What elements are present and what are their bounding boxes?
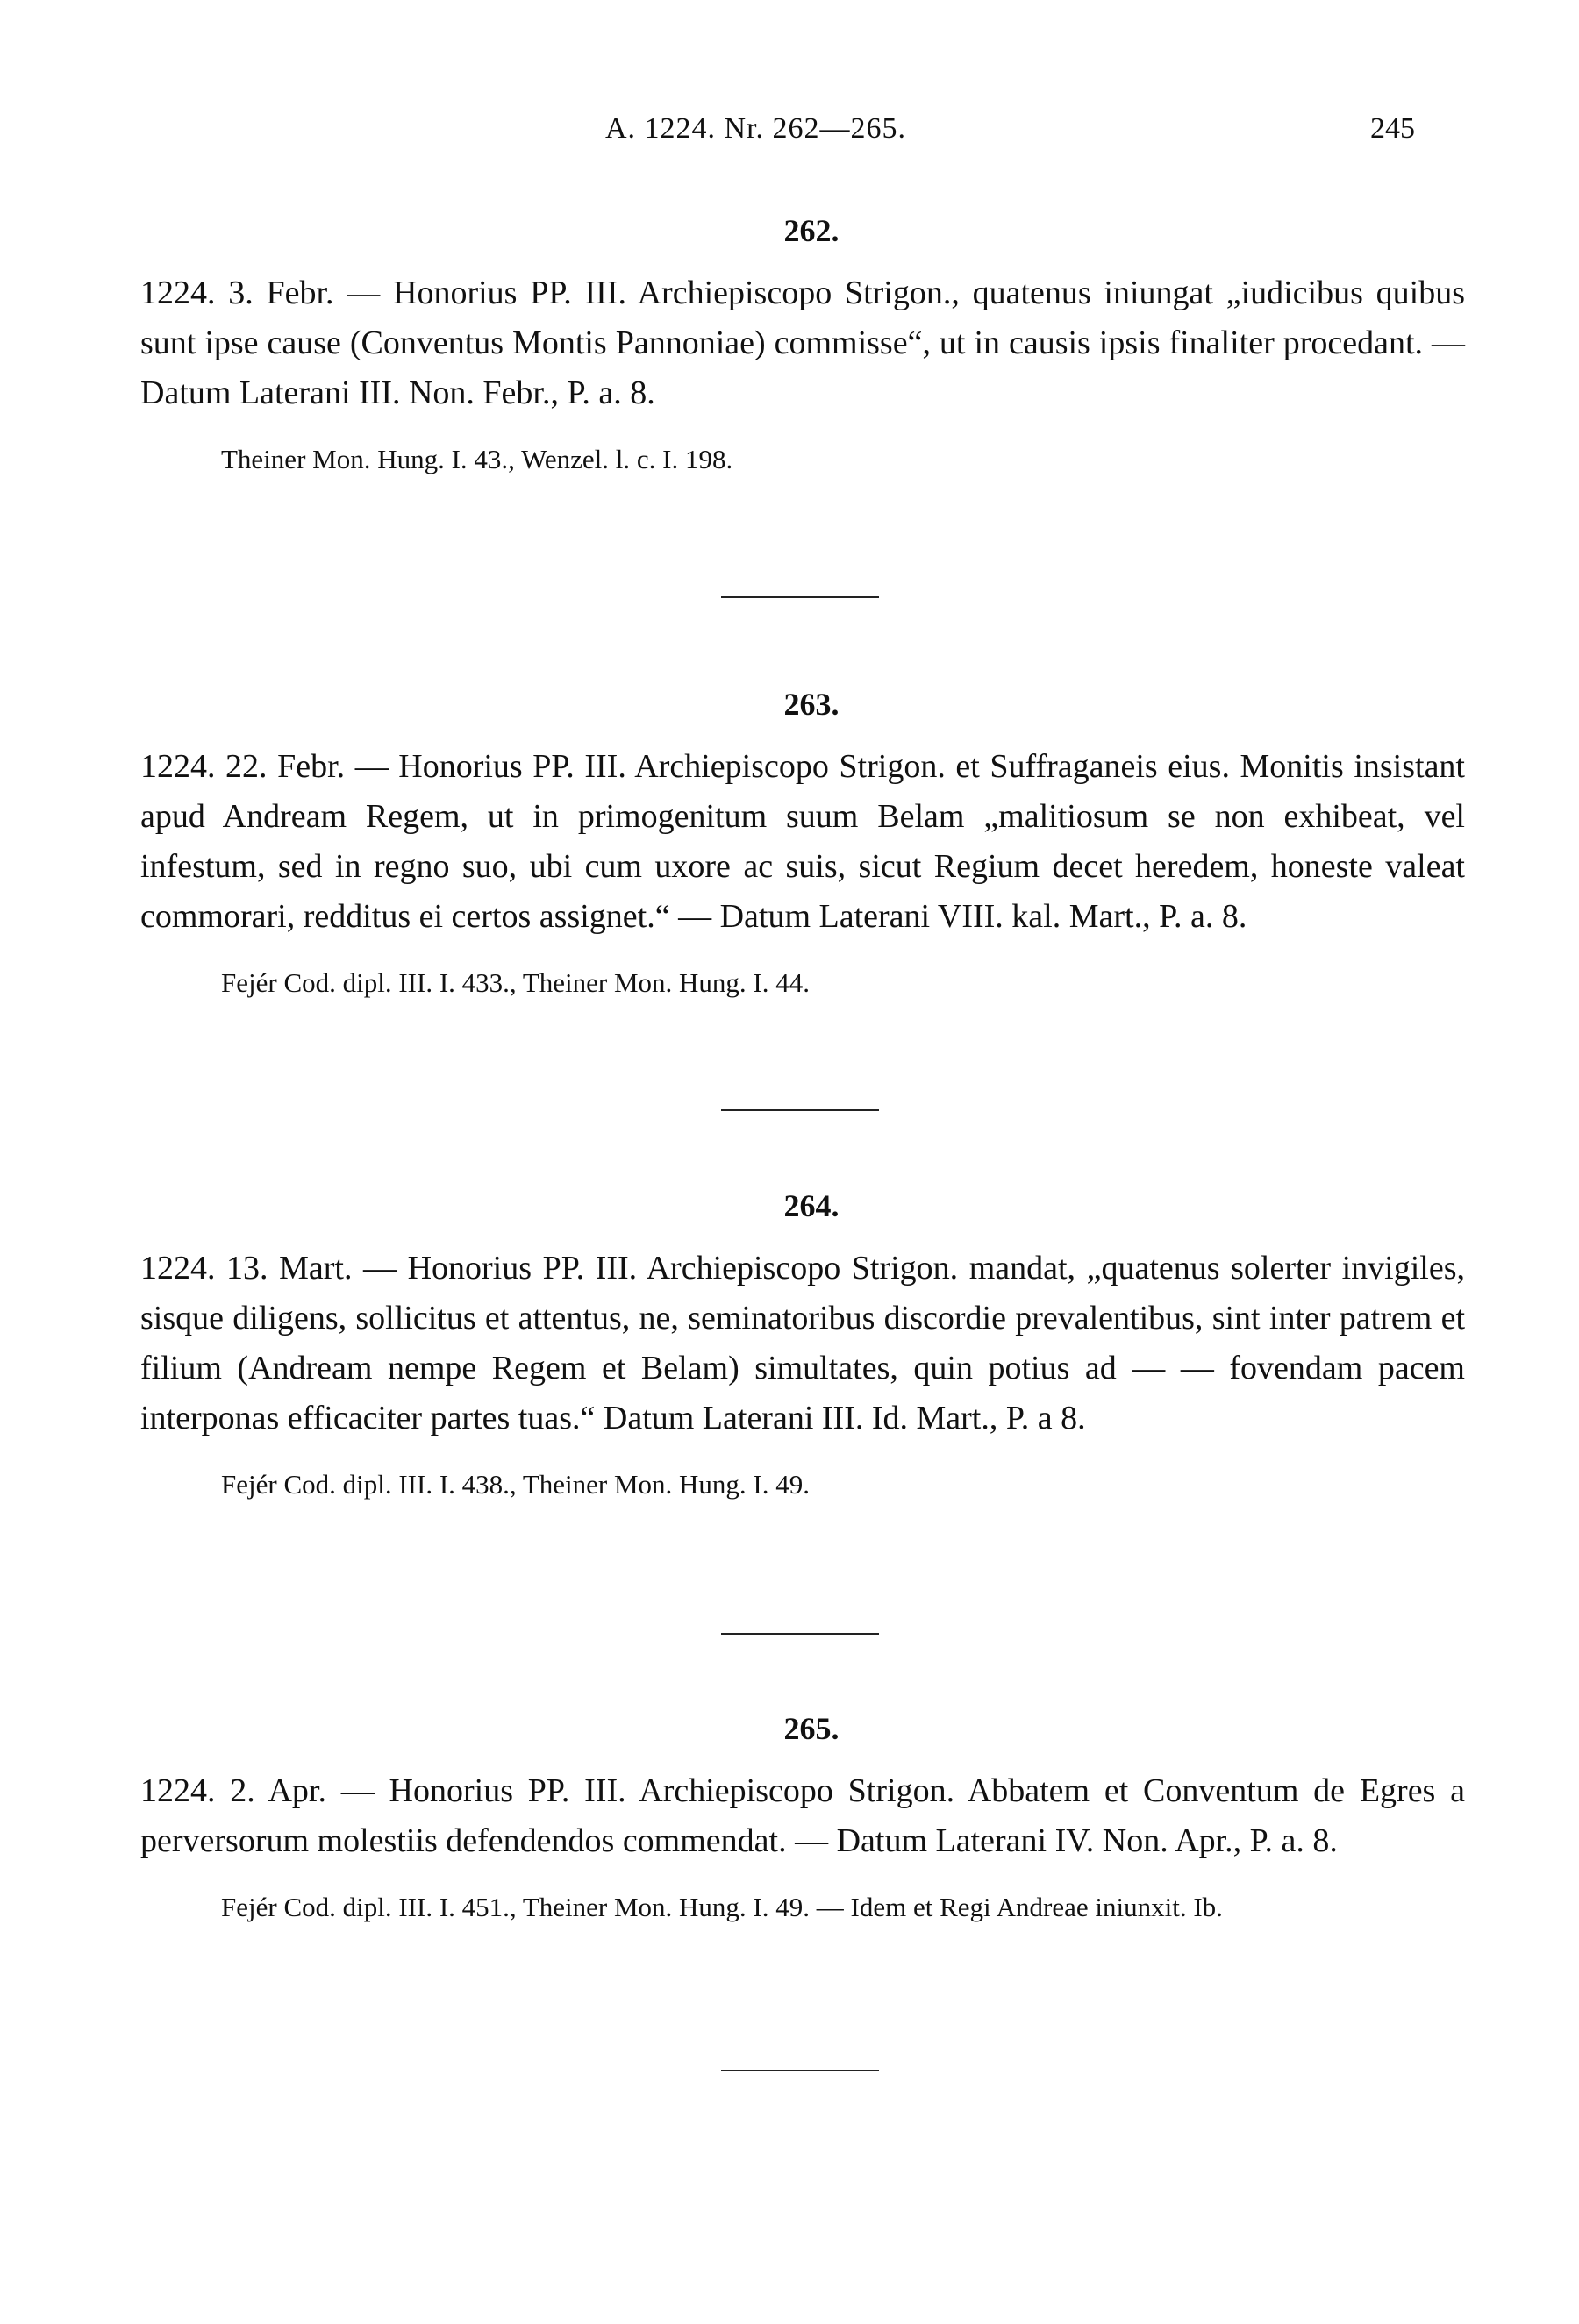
entry-number: 264.	[783, 1188, 840, 1223]
source-citation: Fejér Cod. dipl. III. I. 438., Theiner Mon. Hung. I. 49.	[221, 1469, 810, 1500]
regest-text: 1224. 3. Febr. — Honorius PP. III. Archiepiscopo Strigon., quatenus iniungat „iudicibus quibus sunt ipse cause (Conventus Montis Pannoniae) commisse“, ut in causis ipsis finaliter procedant. — Datum Laterani III. Non. Febr., P. a. 8.	[140, 274, 1465, 411]
entry-number: 263.	[783, 687, 840, 722]
entry-number: 265.	[783, 1711, 840, 1746]
section-divider	[721, 1633, 879, 1635]
section-divider	[721, 1109, 879, 1111]
entry-number: 262.	[783, 213, 840, 248]
regest-text: 1224. 22. Febr. — Honorius PP. III. Archiepiscopo Strigon. et Suffraganeis eius. Monitis insistant apud Andream Regem, ut in primogenitum suum Belam „malitiosum se non exhibeat, vel infestum, sed in regno suo, ubi cum uxore ac suis, sicut Regium decet heredem, honeste valeat commorari, redditus ei certos assignet.“ — Datum Laterani VIII. kal. Mart., P. a. 8.	[140, 748, 1465, 935]
entry-264	[140, 1187, 1465, 1507]
regest-text: 1224. 2. Apr. — Honorius PP. III. Archiepiscopo Strigon. Abbatem et Conventum de Egres a perversorum molestiis defendendos commendat. — Datum Laterani IV. Non. Apr., P. a. 8.	[140, 1772, 1465, 1859]
page-number: 245	[1370, 112, 1415, 145]
regest-text: 1224. 13. Mart. — Honorius PP. III. Archiepiscopo Strigon. mandat, „quatenus solerter invigiles, sisque diligens, sollicitus et attentus, ne, seminatoribus discordie prevalentibus, sint inter patrem et filium (Andream nempe Regem et Belam) simultates, quin potius ad — — fovendam pacem interponas efficaciter partes tuas.“ Datum Laterani III. Id. Mart., P. a 8.	[140, 1250, 1465, 1436]
source-citation: Theiner Mon. Hung. I. 43., Wenzel. l. c. I. 198.	[221, 444, 733, 474]
entry-263	[140, 686, 1465, 1005]
section-divider	[721, 596, 879, 598]
section-divider	[721, 2070, 879, 2071]
source-citation: Fejér Cod. dipl. III. I. 451., Theiner Mon. Hung. I. 49. — Idem et Regi Andreae iniunxit. Ib.	[221, 1892, 1223, 1922]
entry-262	[140, 212, 1465, 481]
entry-265	[140, 1710, 1465, 1929]
running-head: A. 1224. Nr. 262—265.	[605, 112, 907, 145]
page-header	[0, 112, 1579, 156]
source-citation: Fejér Cod. dipl. III. I. 433., Theiner Mon. Hung. I. 44.	[221, 967, 810, 998]
